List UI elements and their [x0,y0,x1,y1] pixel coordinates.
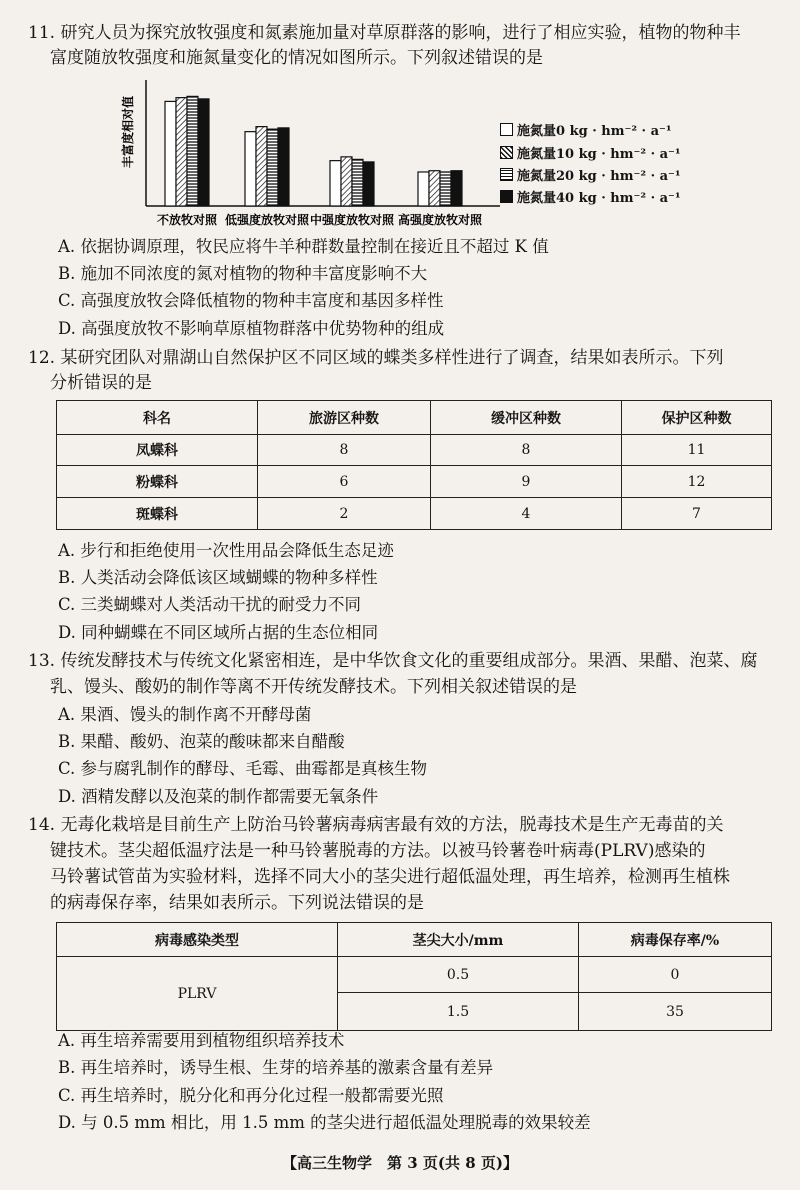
bar-3-2 [440,172,451,206]
table-header: 病毒感染类型 [57,923,338,957]
q11-option-b: B. 施加不同浓度的氮对植物的物种丰富度影响不大 [58,264,428,283]
q12-stem-line2: 分析错误的是 [50,373,152,393]
table-cell: 11 [622,435,772,466]
q14-stem-line1: 14. 无毒化栽培是目前生产上防治马铃薯病毒病害最有效的方法，脱毒技术是生产无毒苗的关 [28,815,724,835]
table-row [57,498,772,530]
bar-3-3 [451,171,462,206]
table-cell: 1.5 [338,993,579,1031]
table-row [57,466,772,498]
legend-40kg: 施氮量40 kg · hm⁻² · a⁻¹ [500,187,681,206]
table-header: 科名 [57,401,258,435]
q13-option-c: C. 参与腐乳制作的酵母、毛霉、曲霉都是真核生物 [58,759,428,778]
q12-table [56,400,772,530]
table-row [57,435,772,466]
q12-option-d: D. 同种蝴蝶在不同区域所占据的生态位相同 [58,623,379,642]
table-header-row [57,923,772,957]
table-cell: 9 [431,466,622,498]
bar-1-1 [256,127,267,206]
q11-option-a: A. 依据协调原理，牧民应将牛羊种群数量控制在接近且不超过 K 值 [58,237,549,256]
q13-option-d: D. 酒精发酵以及泡菜的制作都需要无氧条件 [58,787,379,806]
q12-option-a: A. 步行和拒绝使用一次性用品会降低生态足迹 [58,541,394,560]
q14-option-c: C. 再生培养时，脱分化和再分化过程一般都需要光照 [58,1086,444,1105]
q13-option-a: A. 果酒、馒头的制作离不开酵母菌 [58,705,312,724]
q14-table [56,922,772,1031]
legend-20kg: 施氮量20 kg · hm⁻² · a⁻¹ [500,165,681,184]
table-cell: 12 [622,466,772,498]
bar-1-0 [245,132,256,206]
chart-ylabel: 丰富度相对值 [121,95,135,169]
q11-stem-line2: 富度随放牧强度和施氮量变化的情况如图所示。下列叙述错误的是 [50,48,543,68]
bar-3-0 [418,172,429,206]
legend-0kg: 施氮量0 kg · hm⁻² · a⁻¹ [500,120,672,139]
table-cell: 6 [258,466,431,498]
bar-2-3 [363,162,374,206]
bar-2-0 [330,161,341,206]
q14-stem-line3: 马铃薯试管苗为实验材料，选择不同大小的茎尖进行超低温处理，再生培养，检测再生植株 [50,867,730,887]
table-cell: 4 [431,498,622,530]
bar-1-3 [278,128,289,206]
table-header: 病毒保存率/% [579,923,772,957]
table-header: 茎尖大小/mm [338,923,579,957]
q12-option-b: B. 人类活动会降低该区域蝴蝶的物种多样性 [58,568,378,587]
q13-option-b: B. 果醋、酸奶、泡菜的酸味都来自醋酸 [58,732,345,751]
table-header: 保护区种数 [622,401,772,435]
table-header: 旅游区种数 [258,401,431,435]
q12-stem-line1: 12. 某研究团队对鼎湖山自然保护区不同区域的蝶类多样性进行了调查，结果如表所示。下列 [28,348,724,368]
q11-bar-chart [120,72,500,232]
bar-0-2 [187,96,198,206]
table-cell: 粉蝶科 [57,466,258,498]
q14-option-d: D. 与 0.5 mm 相比，用 1.5 mm 的茎尖进行超低温处理脱毒的效果较差 [58,1113,591,1132]
bar-3-1 [429,171,440,206]
bar-0-1 [176,98,187,206]
legend-swatch-white [500,123,513,136]
table-header-row [57,401,772,435]
table-cell: 35 [579,993,772,1031]
table-cell: 8 [258,435,431,466]
q12-option-c: C. 三类蝴蝶对人类活动干扰的耐受力不同 [58,595,362,614]
bar-0-3 [198,99,209,206]
q13-stem-line2: 乳、馒头、酸奶的制作等离不开传统发酵技术。下列相关叙述错误的是 [50,677,577,697]
legend-swatch-stripe [500,168,513,181]
table-cell: 8 [431,435,622,466]
table-cell: 0 [579,957,772,993]
legend-10kg: 施氮量10 kg · hm⁻² · a⁻¹ [500,143,681,162]
q14-stem-line4: 的病毒保存率，结果如表所示。下列说法错误的是 [50,893,424,913]
table-cell-virus: PLRV [57,957,338,1031]
legend-swatch-hatch [500,146,513,159]
table-cell: 2 [258,498,431,530]
q11-stem-line1: 11. 研究人员为探究放牧强度和氮素施加量对草原群落的影响，进行了相应实验，植物的物种丰 [28,23,741,43]
x-tick-label: 低强度放牧对照 [224,213,310,227]
table-cell: 斑蝶科 [57,498,258,530]
q13-stem-line1: 13. 传统发酵技术与传统文化紧密相连，是中华饮食文化的重要组成部分。果酒、果醋、泡菜、腐 [28,651,758,671]
table-cell: 7 [622,498,772,530]
table-cell: 凤蝶科 [57,435,258,466]
legend-swatch-black [500,190,513,203]
q14-option-a: A. 再生培养需要用到植物组织培养技术 [58,1031,345,1050]
bar-0-0 [165,101,176,206]
bar-2-1 [341,157,352,206]
page-footer: 【高三生物学 第 3 页(共 8 页)】 [282,1154,518,1172]
q11-option-d: D. 高强度放牧不影响草原植物群落中优势物种的组成 [58,319,445,338]
x-tick-label: 不放牧对照 [156,213,218,227]
table-header: 缓冲区种数 [431,401,622,435]
table-row [57,957,772,993]
q11-option-c: C. 高强度放牧会降低植物的物种丰富度和基因多样性 [58,291,444,310]
q14-option-b: B. 再生培养时，诱导生根、生芽的培养基的激素含量有差异 [58,1058,494,1077]
bar-2-2 [352,159,363,206]
x-tick-label: 高强度放牧对照 [397,213,483,227]
bar-1-2 [267,129,278,206]
x-tick-label: 中强度放牧对照 [309,213,395,227]
q14-stem-line2: 键技术。茎尖超低温疗法是一种马铃薯脱毒的方法。以被马铃薯卷叶病毒(PLRV)感染的 [50,841,706,861]
table-cell: 0.5 [338,957,579,993]
